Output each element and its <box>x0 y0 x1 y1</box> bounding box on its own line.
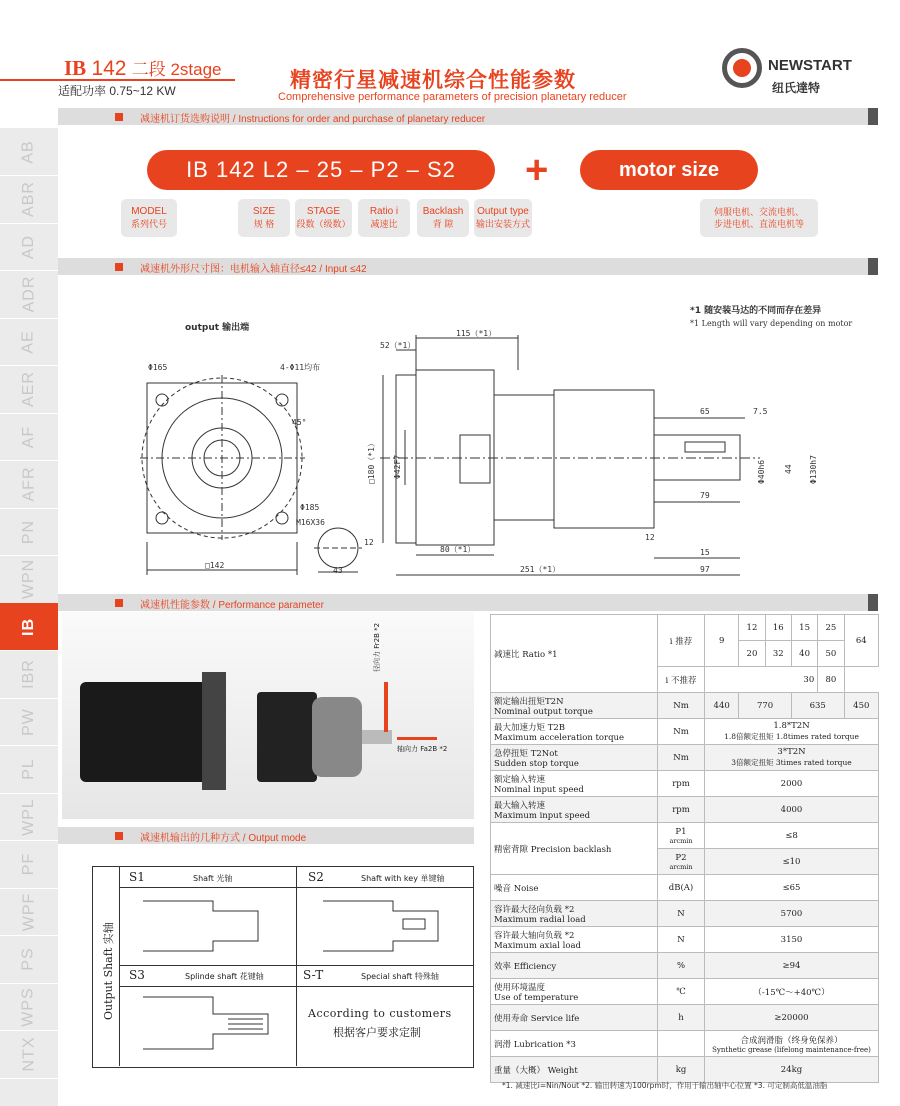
section-bar-end <box>868 258 878 275</box>
sidebar-tab-label: NTX <box>20 1036 37 1072</box>
sidebar-tab-wpn[interactable] <box>0 556 58 604</box>
row-label: 精密背隙 Precision backlash <box>491 823 658 875</box>
st-code: S-T <box>303 968 324 982</box>
label-model: MODEL 系列代号 <box>121 199 177 237</box>
section-bar-end <box>868 108 878 125</box>
label-motor-types: 伺服电机、交流电机、 步进电机、直流电机等 <box>700 199 818 237</box>
ratio-rec-label: i 推荐 <box>658 615 705 667</box>
sidebar-tab-abr[interactable] <box>0 176 58 224</box>
ratio-cell: 64 <box>844 615 878 667</box>
st-desc: Special shaft 特殊轴 <box>361 972 439 981</box>
brand-name-cn: 纽氏達特 <box>772 81 821 95</box>
sidebar-tab-aer[interactable] <box>0 366 58 414</box>
page-title: 精密行星减速机综合性能参数 <box>290 68 576 92</box>
section-bar-end <box>868 594 878 611</box>
row-unit: P2 arcmin <box>658 849 705 875</box>
sidebar-tab-wpf[interactable] <box>0 888 58 936</box>
sidebar-tab-af[interactable] <box>0 413 58 461</box>
dimension-drawing <box>100 330 860 580</box>
sidebar-tab-ps[interactable] <box>0 936 58 984</box>
dim-sq180: □180（*1） <box>367 439 376 484</box>
sidebar-tab-afr[interactable] <box>0 461 58 509</box>
motor-image <box>80 682 220 782</box>
dim-l12b: 12 <box>645 533 655 542</box>
section-title-order: 减速机订货选购说明 / Instructions for order and purchase of planetary reducer <box>140 114 486 125</box>
dim-sq142: □142 <box>205 561 225 570</box>
row-value: 440 <box>705 693 739 719</box>
sidebar-tab-label: WPS <box>19 986 37 1027</box>
motor-flange-image <box>202 672 226 790</box>
performance-table <box>490 614 879 1083</box>
sidebar-tab-wpl[interactable] <box>0 793 58 841</box>
axial-force-label: 轴向力 Fa2B *2 <box>397 745 448 753</box>
dim-d40: Φ40h6 <box>757 459 766 484</box>
row-unit: N <box>658 927 705 953</box>
sidebar-tab-label: IB <box>20 617 37 636</box>
reducer-housing-image <box>257 692 317 782</box>
ratio-cell: 30 <box>705 667 818 693</box>
row-value: 3150 <box>705 927 879 953</box>
s3-shaft-shape <box>143 997 268 1049</box>
row-unit: ℃ <box>658 979 705 1005</box>
section-marker <box>115 599 123 607</box>
sidebar-tab-label: PW <box>20 707 37 736</box>
dim-l75: 7.5 <box>753 407 768 416</box>
reducer-body-image <box>312 697 362 777</box>
row-label: 额定输出扭矩T2N Nominal output torque <box>491 693 658 719</box>
section-bar-order <box>58 108 878 125</box>
row-label: 最大加速力矩 T2B Maximum acceleration torque <box>491 719 658 745</box>
row-label: 急停扭矩 T2Not Sudden stop torque <box>491 745 658 771</box>
order-code-pill: IB 142 L2 – 25 – P2 – S2 <box>147 150 495 190</box>
dim-m16: M16X36 <box>296 518 325 527</box>
row-label: 使用寿命 Service life <box>491 1005 658 1031</box>
ratio-cell: 12 <box>739 615 765 641</box>
row-value: ≥20000 <box>705 1005 879 1031</box>
ratio-cell: 16 <box>765 615 791 641</box>
dim-angle: 45° <box>292 418 307 427</box>
s3-desc: Splinde shaft 花键轴 <box>185 972 264 981</box>
ratio-cell: 50 <box>818 641 844 667</box>
dim-d44: 44 <box>784 464 793 474</box>
ratio-cell: 40 <box>791 641 817 667</box>
dim-d130: Φ130h7 <box>809 455 818 484</box>
sidebar-tab-label: ABR <box>20 181 37 217</box>
sidebar-tab-ab[interactable] <box>0 128 58 176</box>
ratio-label: 减速比 Ratio *1 <box>491 615 658 693</box>
dim-l80: 80（*1） <box>440 545 476 554</box>
sidebar-tab-ib[interactable] <box>0 603 58 651</box>
brand-name: NEWSTART <box>768 57 852 74</box>
row-value: 合成润滑脂（终身免保养） Synthetic grease (lifelong maintenance-free) <box>705 1031 879 1057</box>
sidebar-tab-pn[interactable] <box>0 508 58 556</box>
motor-size-pill: motor size <box>580 150 758 190</box>
plus-sign: + <box>525 148 549 192</box>
model-heading: IB 142 二段 2stage <box>64 56 222 80</box>
ratio-cell: 80 <box>818 667 844 693</box>
section-title-output: 减速机输出的几种方式 / Output mode <box>140 833 307 844</box>
section-bar-perf <box>58 594 878 611</box>
row-value: ≤65 <box>705 875 879 901</box>
sidebar-tab-label: IBR <box>19 659 37 689</box>
sidebar-tab-label: PF <box>19 852 37 876</box>
ratio-cell: 15 <box>791 615 817 641</box>
row-label: 噪音 Noise <box>491 875 658 901</box>
sidebar-tab-label: ADR <box>20 275 37 313</box>
ratio-cell: 20 <box>739 641 765 667</box>
sidebar-tab-label: AE <box>20 329 37 354</box>
drawing-note-en: *1 Length will vary depending on motor <box>690 319 853 328</box>
sidebar-tab-pf[interactable] <box>0 841 58 889</box>
brand-logo-icon <box>722 48 762 88</box>
sidebar-tab-adr[interactable] <box>0 271 58 319</box>
sidebar-tab-ae[interactable] <box>0 318 58 366</box>
section-marker <box>115 263 123 271</box>
dim-l65: 65 <box>700 407 710 416</box>
sidebar-tab-pw[interactable] <box>0 698 58 746</box>
row-label: 容许最大轴向负载 *2 Maximum axial load <box>491 927 658 953</box>
section-title-dims: 减速机外形尺寸图：电机输入轴直径≤42 / Input ≤42 <box>140 264 367 275</box>
dim-l52: 52（*1） <box>380 341 416 350</box>
row-value: ≤8 <box>705 823 879 849</box>
section-marker <box>115 113 123 121</box>
row-value: 635 <box>791 693 844 719</box>
row-label: 额定输入转速 Nominal input speed <box>491 771 658 797</box>
row-label: 效率 Efficiency <box>491 953 658 979</box>
row-unit: kg <box>658 1057 705 1083</box>
dim-l251: 251（*1） <box>520 565 561 574</box>
row-unit: dB(A) <box>658 875 705 901</box>
section-bar-dims <box>58 258 878 275</box>
power-range: 适配功率 0.75~12 KW <box>58 84 176 98</box>
section-bar-output <box>58 827 474 844</box>
ratio-cell: 32 <box>765 641 791 667</box>
s2-key-shape <box>403 919 425 929</box>
ratio-cell: 25 <box>818 615 844 641</box>
sidebar-tab-label: PS <box>20 947 37 971</box>
row-unit <box>658 1031 705 1057</box>
row-value: ≥94 <box>705 953 879 979</box>
drawing-note-cn: *1 随安装马达的不同而存在差异 <box>690 306 822 316</box>
label-ratio: Ratio i 减速比 <box>358 199 410 237</box>
sidebar-tab-label: AB <box>20 139 37 164</box>
dim-d43: 43 <box>333 566 343 575</box>
row-value: 770 <box>739 693 792 719</box>
row-value: （-15℃～+40℃） <box>705 979 879 1005</box>
sidebar-tab-label: WPL <box>19 797 37 836</box>
sidebar-tab-label: PL <box>19 758 37 780</box>
s1-code: S1 <box>129 870 145 884</box>
dim-d12: 12 <box>364 538 374 547</box>
row-value: 1.8*T2N 1.8倍额定扭矩 1.8times rated torque <box>705 719 879 745</box>
radial-force-label: 径向力 Fr2B *2 <box>373 622 381 672</box>
sidebar-tab-label: AER <box>20 371 37 407</box>
sidebar-tab-label: AF <box>19 425 37 448</box>
s2-shaft-shape <box>323 901 438 951</box>
row-label: 最大输入转速 Maximum input speed <box>491 797 658 823</box>
label-stage: STAGE 段数（级数） <box>295 199 352 237</box>
product-photo <box>62 612 474 819</box>
ratio-cell: 9 <box>705 615 739 667</box>
dim-d42: Φ42F7 <box>393 454 402 479</box>
output-shaft-vertical-label: Output Shaft 实轴 <box>102 922 115 1020</box>
s2-desc: Shaft with key 单键轴 <box>361 874 445 883</box>
row-value: 450 <box>844 693 878 719</box>
dim-l15: 15 <box>700 548 710 557</box>
label-size: SIZE 规 格 <box>238 199 290 237</box>
sidebar-tab-pl[interactable] <box>0 746 58 794</box>
row-label: 容许最大径向负载 *2 Maximum radial load <box>491 901 658 927</box>
custom-text-cn: 根据客户要求定制 <box>333 1026 421 1039</box>
row-value: 3*T2N 3倍额定扭矩 3times rated torque <box>705 745 879 771</box>
sidebar-tab-ntx[interactable] <box>0 1031 58 1079</box>
row-unit: h <box>658 1005 705 1031</box>
s1-shaft-shape <box>143 901 258 951</box>
sidebar-tab-ad[interactable] <box>0 223 58 271</box>
sidebar-tab-label: AD <box>19 234 37 259</box>
row-unit: N <box>658 901 705 927</box>
dim-l115: 115（*1） <box>456 330 497 338</box>
axial-force-arrow-icon <box>397 737 437 740</box>
label-output-type: Output type 输出安装方式 <box>474 199 532 237</box>
s2-code: S2 <box>308 870 324 884</box>
dim-l97: 97 <box>700 565 710 574</box>
dim-d165: Φ165 <box>148 363 168 372</box>
output-shaft-image <box>362 730 392 744</box>
row-unit: rpm <box>658 771 705 797</box>
label-backlash: Backlash 背 隙 <box>417 199 469 237</box>
s1-desc: Shaft 光轴 <box>193 874 233 883</box>
row-label: 润滑 Lubrication *3 <box>491 1031 658 1057</box>
row-value: ≤10 <box>705 849 879 875</box>
ratio-nonrec-label: i 不推荐 <box>658 667 705 693</box>
row-unit: Nm <box>658 693 705 719</box>
custom-text-en: According to customers <box>308 1007 452 1020</box>
footnote: *1. 减速比i=Nin/Nout *2. 输出转速为100rpm时，作用于输出轴中心位置 *3. 可定制高低温油脂 <box>502 1081 828 1090</box>
row-value: 24kg <box>705 1057 879 1083</box>
s3-code: S3 <box>129 968 145 982</box>
shaft-drawings-top <box>133 891 463 961</box>
sidebar-tab-ibr[interactable] <box>0 651 58 699</box>
sidebar-tab-label: AFR <box>20 466 37 502</box>
dim-d185: Φ185 <box>300 503 320 512</box>
dim-holes: 4-Φ11均布 <box>280 363 321 372</box>
row-label: 重量（大概） Weight <box>491 1057 658 1083</box>
sidebar-tab-label: PN <box>19 519 37 544</box>
sidebar-tab-wps[interactable] <box>0 983 58 1031</box>
page-subtitle: Comprehensive performance parameters of precision planetary reducer <box>278 91 627 103</box>
row-unit: Nm <box>658 719 705 745</box>
section-marker <box>115 832 123 840</box>
sidebar-tab-label: WPN <box>19 558 37 600</box>
output-modes-box <box>92 866 474 1068</box>
row-unit: P1 arcmin <box>658 823 705 849</box>
row-unit: Nm <box>658 745 705 771</box>
row-value: 4000 <box>705 797 879 823</box>
row-unit: rpm <box>658 797 705 823</box>
row-value: 2000 <box>705 771 879 797</box>
row-unit: % <box>658 953 705 979</box>
radial-force-arrow-icon <box>384 682 388 732</box>
section-title-perf: 减速机性能参数 / Performance parameter <box>140 600 324 611</box>
output-end-label: output 输出端 <box>185 323 250 333</box>
sidebar-tab-label: WPF <box>19 892 37 931</box>
row-value: 5700 <box>705 901 879 927</box>
row-label: 使用环境温度 Use of temperature <box>491 979 658 1005</box>
dim-l79: 79 <box>700 491 710 500</box>
series-sidebar <box>0 128 58 1106</box>
shaft-drawings-bottom <box>133 989 303 1059</box>
